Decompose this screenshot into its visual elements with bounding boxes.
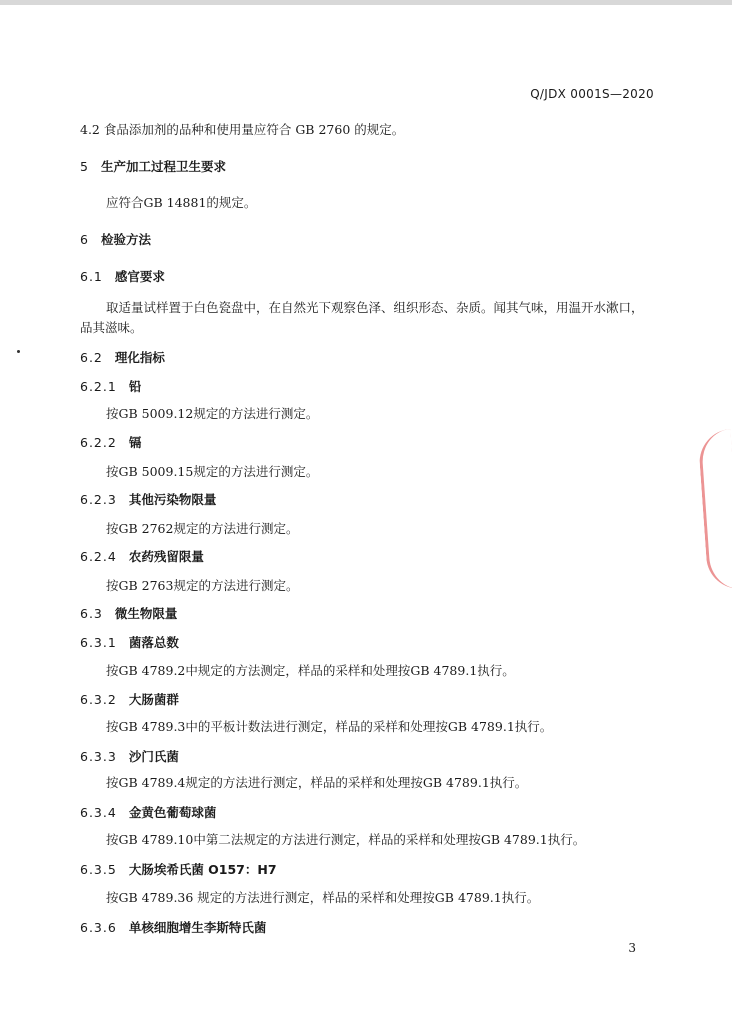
scan-edge bbox=[0, 0, 732, 5]
section-number: 6.3.2 bbox=[80, 692, 117, 707]
section-title: 微生物限量 bbox=[114, 606, 178, 621]
body-text: 按GB 4789.4规定的方法进行测定，样品的采样和处理按GB 4789.1执行。 bbox=[106, 775, 528, 790]
body-text: 品其滋味。 bbox=[80, 320, 143, 335]
section-heading bbox=[80, 604, 177, 622]
section-number: 6.3.1 bbox=[80, 635, 117, 650]
section-title: 理化指标 bbox=[114, 350, 165, 365]
section-heading bbox=[80, 747, 179, 765]
section-title: 沙门氏菌 bbox=[128, 749, 179, 764]
body-text: 按GB 2762规定的方法进行测定。 bbox=[106, 521, 299, 536]
body-text: 按GB 4789.36 规定的方法进行测定，样品的采样和处理按GB 4789.1执行。 bbox=[106, 890, 540, 905]
body-text: 按GB 2763规定的方法进行测定。 bbox=[106, 578, 299, 593]
section-number: 6.2.3 bbox=[80, 492, 117, 507]
section-title: 其他污染物限量 bbox=[128, 492, 217, 507]
section-heading bbox=[80, 918, 266, 936]
document-code: Q/JDX 0001S—2020 bbox=[530, 87, 654, 101]
section-number: 6.2 bbox=[80, 350, 103, 365]
section-heading bbox=[80, 547, 204, 565]
section-number: 6.2.2 bbox=[80, 435, 117, 450]
section-title: 金黄色葡萄球菌 bbox=[128, 805, 217, 820]
section-heading bbox=[80, 433, 141, 451]
section-number: 6.2.4 bbox=[80, 549, 117, 564]
section-title: 大肠菌群 bbox=[128, 692, 179, 707]
section-title: 单核细胞增生李斯特氏菌 bbox=[128, 920, 267, 935]
section-heading bbox=[80, 803, 216, 821]
section-title: 大肠埃希氏菌 O157：H7 bbox=[128, 862, 277, 877]
section-heading bbox=[80, 267, 165, 285]
body-text: 取适量试样置于白色瓷盘中，在自然光下观察色泽、组织形态、杂质。闻其气味，用温开水漱口， bbox=[106, 300, 644, 315]
section-number: 6.2.1 bbox=[80, 379, 117, 394]
section-number: 6.3.4 bbox=[80, 805, 117, 820]
body-text: 按GB 5009.15规定的方法进行测定。 bbox=[106, 464, 319, 479]
section-title: 铅 bbox=[128, 379, 142, 394]
section-number: 6.3 bbox=[80, 606, 103, 621]
section-number: 6.3.6 bbox=[80, 920, 117, 935]
section-title: 生产加工过程卫生要求 bbox=[100, 159, 226, 174]
section-title: 镉 bbox=[128, 435, 142, 450]
section-heading bbox=[80, 690, 179, 708]
red-stamp-mark bbox=[697, 429, 732, 591]
scan-speck bbox=[17, 350, 20, 353]
section-heading bbox=[80, 230, 151, 248]
section-title: 检验方法 bbox=[100, 232, 151, 247]
body-text: 按GB 4789.10中第二法规定的方法进行测定，样品的采样和处理按GB 4789.1执行。 bbox=[106, 832, 586, 847]
section-heading bbox=[80, 490, 216, 508]
section-number: 5 bbox=[80, 159, 89, 174]
body-text: 4.2 食品添加剂的品种和使用量应符合 GB 2760 的规定。 bbox=[80, 122, 405, 137]
section-number: 6.3.3 bbox=[80, 749, 117, 764]
section-heading bbox=[80, 633, 179, 651]
section-title: 农药残留限量 bbox=[128, 549, 204, 564]
section-number: 6 bbox=[80, 232, 89, 247]
body-text: 应符合GB 14881的规定。 bbox=[106, 195, 257, 210]
section-heading bbox=[80, 157, 226, 175]
body-text: 按GB 5009.12规定的方法进行测定。 bbox=[106, 406, 319, 421]
section-heading bbox=[80, 377, 141, 395]
body-text: 按GB 4789.3中的平板计数法进行测定，样品的采样和处理按GB 4789.1执行。 bbox=[106, 719, 553, 734]
section-heading bbox=[80, 860, 277, 878]
body-text: 按GB 4789.2中规定的方法测定，样品的采样和处理按GB 4789.1执行。 bbox=[106, 663, 515, 678]
section-number: 6.1 bbox=[80, 269, 103, 284]
section-title: 感官要求 bbox=[114, 269, 165, 284]
section-heading bbox=[80, 348, 165, 366]
section-number: 6.3.5 bbox=[80, 862, 117, 877]
page-number: 3 bbox=[628, 941, 636, 955]
section-title: 菌落总数 bbox=[128, 635, 179, 650]
